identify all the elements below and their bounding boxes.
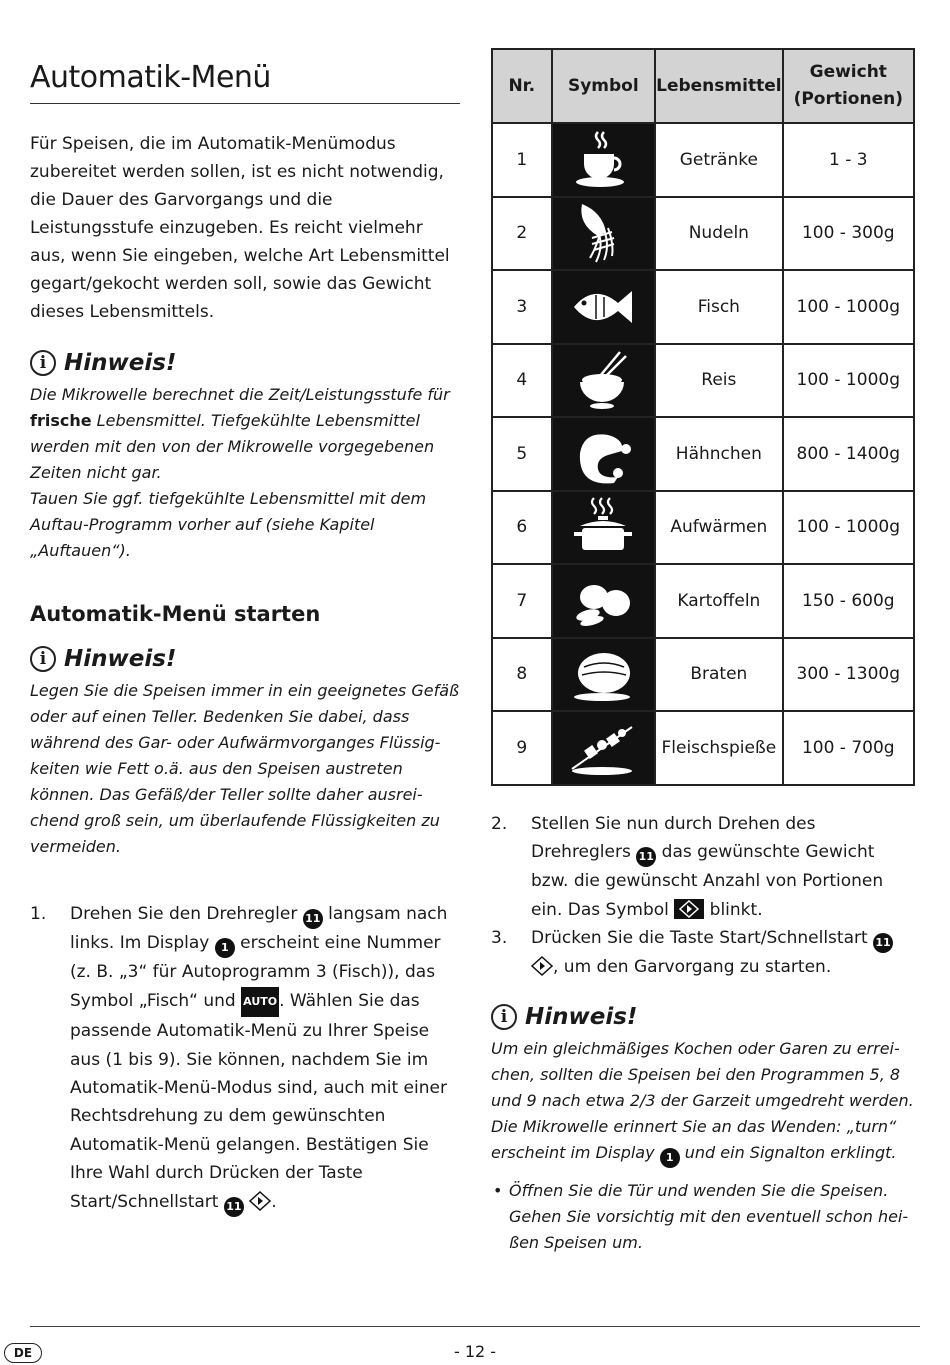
auto-symbol: AUTO [241,987,279,1017]
intro-paragraph: Für Speisen, die im Automatik-Menümodus zubereitet werden sollen, ist es nicht notwendig, die Dauer des Garvorgangs und die Leistungsstufe einzugeben. Es reicht vielmehr aus, wenn Sie eingeben, welche Art Lebensmittel gegart/gekocht werden soll, sowie das Gewicht dieses Lebensmittels. [30,134,450,322]
start-diamond-icon [531,956,553,976]
table-row: 4 Reis 100 - 1000g [492,344,914,418]
note-title: Hinweis! [64,646,177,672]
knob-ref-badge: 11 [224,1197,244,1217]
header-food: Lebensmittel [655,49,782,123]
info-icon: i [491,1004,517,1030]
table-row: 5 Hähnchen 800 - 1400g [492,417,914,491]
page-title: Automatik-Menü [30,60,460,104]
note-turn: Um ein gleichmäßiges Kochen oder Garen zu erreichen, sollten die Speisen bei den Programmen 5, 8 und 9 nach etwa 2/3 der Garzeit umgedreht werden. Die Mikrowelle erinnert Sie an das Wenden: „turn“ erscheint im Display 1 und ein Signalton erklingt. [491,1036,917,1168]
note-fresh-food: Die Mikrowelle berechnet die Zeit/Leistungsstufe für frische Lebensmittel. Tiefgekühlte Lebensmittel werden mit den von der Mikrowelle vorgegebenen Zeiten nicht gar. Tauen Sie ggf. tiefgekühlte Lebensmittel mit dem Auftau-Programm vorher auf (siehe Kapitel „Auftauen“). [30,385,450,560]
step-1: 1. Drehen Sie den Drehregler 11 langsam nach links. Im Display 1 erscheint eine Nummer (z. B. „3“ für Autoprogramm 3 (Fisch)), das Symbol „Fisch“ und AUTO . Wählen Sie das passende Automatik-Menü zu Ihrer Speise aus (1 bis 9). Sie können, nachdem Sie im Automatik-Menü-Modus sind, auch mit einer Rechtsdrehung zu dem gewünschten Automatik-Menü gelangen. Bestätigen Sie Ihre Wahl durch Drücken der Taste Start/Schnellstart 11 . [30,900,460,1217]
cup-icon [552,123,656,197]
rice-bowl-icon [552,344,656,418]
knob-ref-badge: 11 [303,909,323,929]
display-ref-badge: 1 [215,938,235,958]
skewer-icon [552,711,656,785]
fish-icon [552,270,656,344]
potatoes-icon [552,564,656,638]
note-heading [30,646,460,672]
table-row: 2 Nudeln 100 - 300g [492,197,914,271]
bullet-item: • Öffnen Sie die Tür und wenden Sie die Speisen. Gehen Sie vorsichtig mit den eventuell schon heißen Speisen um. [493,1180,909,1252]
table-row: 7 Kartoffeln 150 - 600g [492,564,914,638]
section-heading: Automatik-Menü starten [30,602,321,626]
chicken-leg-icon [552,417,656,491]
language-badge: DE [4,1343,42,1363]
step-2: 2. Stellen Sie nun durch Drehen des Drehreglers 11 das gewünschte Gewicht bzw. die gewünscht Anzahl von Portionen ein. Das Symbol blinkt. [491,813,884,920]
table-row: 3 Fisch 100 - 1000g [492,270,914,344]
start-diamond-icon [249,1191,271,1211]
steps-list [30,900,460,1217]
note-heading [491,1004,917,1030]
table-row: 9 Fleischspieße 100 - 700g [492,711,914,785]
roast-icon [552,638,656,712]
pot-icon [552,491,656,565]
knob-ref-badge: 11 [873,933,893,953]
table-row: 1 Getränke 1 - 3 [492,123,914,197]
step-3: 3. Drücken Sie die Taste Start/Schnellstart 11 , um den Garvorgang zu starten. [491,924,917,982]
auto-menu-table [491,48,915,786]
steps-list-continued [491,810,917,982]
table-row: 6 Aufwärmen 100 - 1000g [492,491,914,565]
info-icon: i [30,646,56,672]
header-nr: Nr. [492,49,552,123]
header-weight: Gewicht (Portionen) [783,49,914,123]
table-row: 8 Braten 300 - 1300g [492,638,914,712]
note-heading [30,350,460,376]
note-title: Hinweis! [64,350,177,376]
display-ref-badge: 1 [660,1148,680,1168]
note-title: Hinweis! [525,1003,638,1030]
noodles-icon [552,197,656,271]
info-icon: i [30,350,56,376]
note-container: Legen Sie die Speisen immer in ein geeignetes Gefäß oder auf einen Teller. Bedenken Sie dabei, dass während des Gar- oder Aufwärmvorganges Flüssigkeiten wie Fett o.ä. aus den Speisen austreten können. Das Gefäß/der Teller sollte daher ausreichend groß sein, um überlaufende Flüssigkeiten zu vermeiden. [30,681,460,856]
footer-divider [30,1326,920,1327]
right-column [491,48,917,1256]
left-column [30,60,460,1217]
header-symbol: Symbol [552,49,656,123]
start-symbol-icon [674,899,704,919]
knob-ref-badge: 11 [636,847,656,867]
page-number: - 12 - [453,1342,497,1361]
